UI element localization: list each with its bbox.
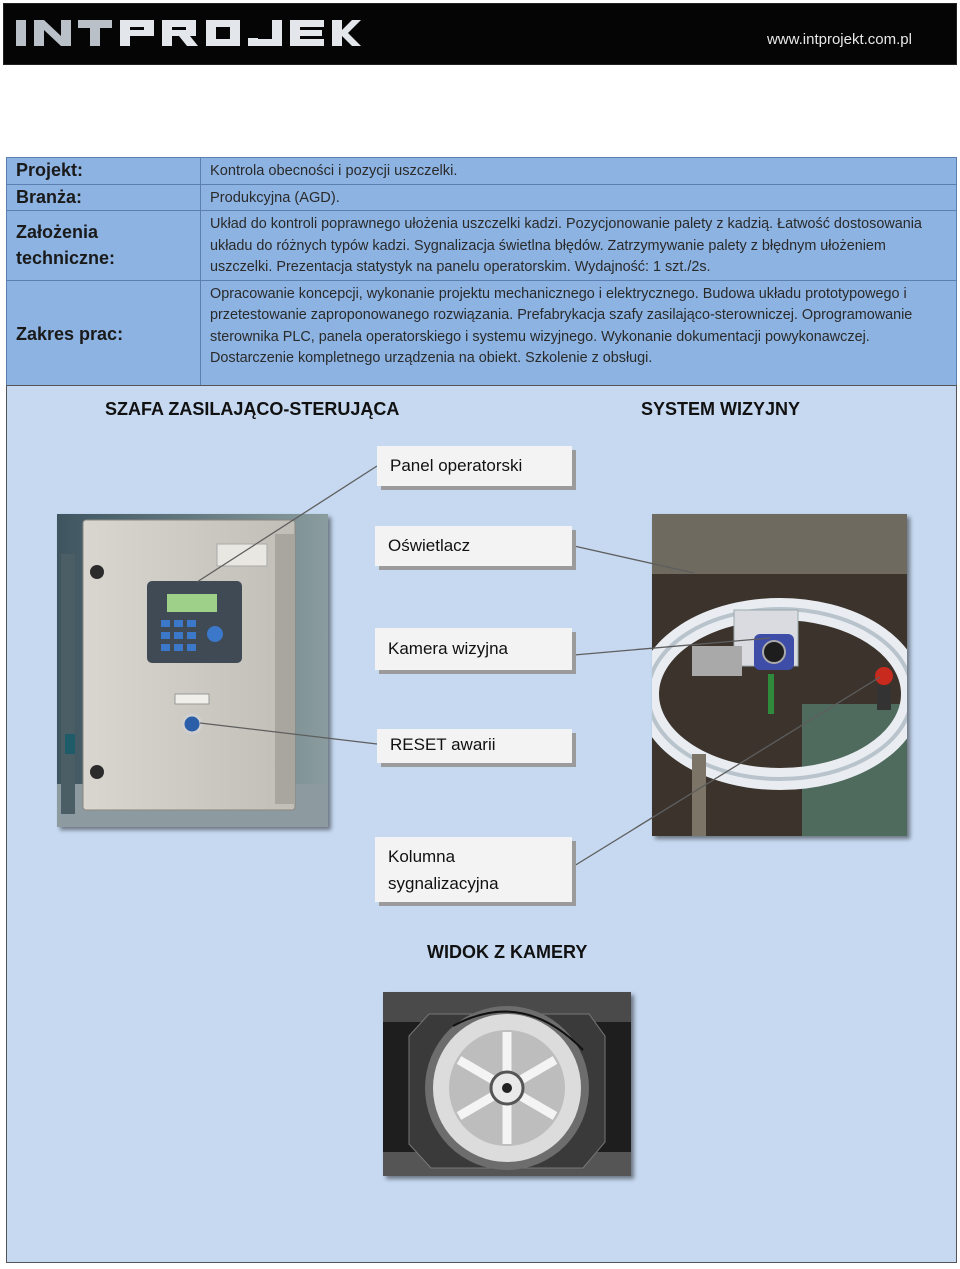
label-zalozenia: Założenia techniczne: bbox=[7, 211, 201, 281]
callout-oswietlacz: Oświetlacz bbox=[375, 526, 572, 566]
section-title-vision: SYSTEM WIZYJNY bbox=[641, 399, 801, 419]
callout-panel-operatorski: Panel operatorski bbox=[377, 446, 572, 486]
line-reset bbox=[200, 723, 377, 744]
section-title-cabinet: SZAFA ZASILAJĄCO-STERUJĄCA bbox=[105, 399, 400, 419]
line-kolumna bbox=[574, 677, 880, 866]
label-branza: Branża: bbox=[7, 184, 201, 211]
callout-kamera-wizyjna: Kamera wizyjna bbox=[375, 628, 572, 670]
line-kamera bbox=[574, 638, 770, 655]
section-title-camera-view: WIDOK Z KAMERY bbox=[427, 942, 588, 962]
label-zakres: Zakres prac: bbox=[7, 280, 201, 388]
callout-reset-awarii: RESET awarii bbox=[377, 729, 572, 763]
value-zakres: Opracowanie koncepcji, wykonanie projektu mechanicznego i elektrycznego. Budowa układu prototypowego i przetestowanie zaproponowanego rozwiązania. Prefabrykacja szafy zasilająco-sterowniczej. Oprogramowanie sterownika PLC, panela operatorskiego i systemu wizyjnego. Wykonanie dokumentacji powykonawczej. Dostarczenie kompletnego urządzenia na obiekt. Szkolenie z obsługi. bbox=[201, 280, 957, 388]
value-branza: Produkcyjna (AGD). bbox=[201, 184, 957, 211]
callout-kolumna-line1: Kolumna bbox=[388, 847, 456, 866]
value-zalozenia: Układ do kontroli poprawnego ułożenia uszczelki kadzi. Pozycjonowanie palety z kadzią. Łatwość dostosowania układu do różnych typów kadzi. Sygnalizacja świetlna błędów. Zatrzymywanie palety z błędnym ułożeniem uszczelki. Prezentacja statystyk na panelu operatorskim. Wydajność: 1 szt./2s. bbox=[201, 211, 957, 281]
line-panel bbox=[197, 466, 377, 582]
value-projekt: Kontrola obecności i pozycji uszczelki. bbox=[201, 158, 957, 185]
callout-kolumna-line2: sygnalizacyjna bbox=[388, 874, 499, 893]
line-oswietlacz bbox=[574, 546, 694, 573]
label-projekt: Projekt: bbox=[7, 158, 201, 185]
callout-kolumna-sygnalizacyjna bbox=[375, 837, 572, 902]
website-url[interactable]: www.intprojekt.com.pl bbox=[766, 31, 912, 48]
